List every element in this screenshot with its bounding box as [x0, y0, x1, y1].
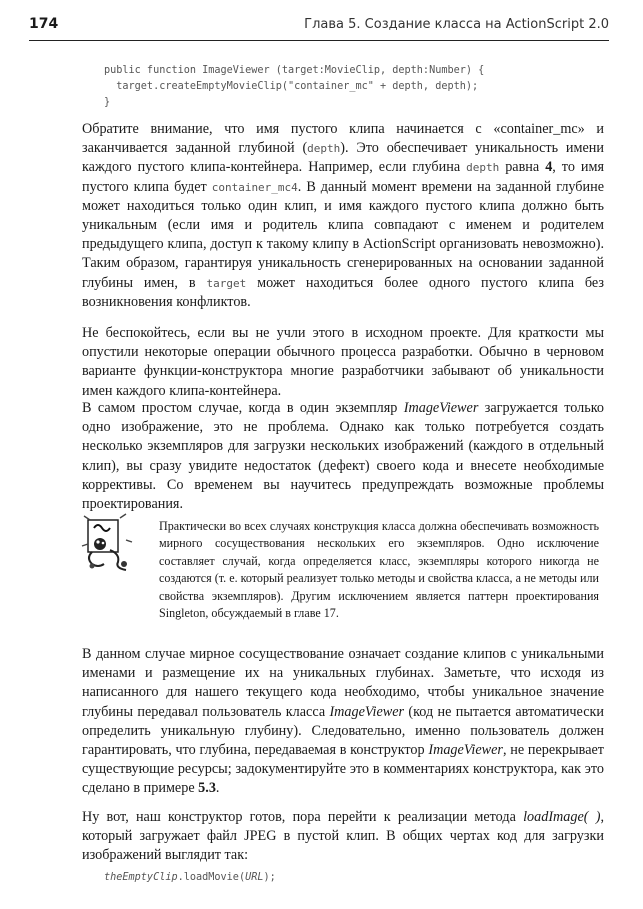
- italic-method-name: loadImage( ): [523, 809, 601, 825]
- inline-code: container_mc4: [211, 180, 298, 194]
- text-run: загружается только одно изображение, это не проблема. Однако как только потребуется создать несколько экземпляров для загрузки нескольких изображений (каждого в отдельный клип), вы сразу увидите недостаток (дефект) своего кода и внесете необходимые коррективы. Со временем вы научитесь предупреждать возможные проблемы проектирования.: [82, 400, 604, 513]
- text-run: .: [215, 780, 220, 797]
- text-run: В самом простом случае, когда в один экземпляр: [82, 400, 404, 416]
- text-run: , не перекрывает существующие ресурсы; задокументируйте это в комментариях конструктора, как это сделано в примере: [82, 742, 604, 797]
- inline-code: depth: [307, 142, 341, 156]
- code-run: .loadMovie(: [177, 872, 246, 883]
- text-run: (код не пытается автоматически определить уникальную глубину). Следовательно, именно пользователь должен гарантировать, что глубина, передаваемая в конструктор: [82, 703, 604, 759]
- paragraph-dont-worry: Не беспокойтесь, если вы не учли этого в исходном проекте. Для краткости мы опустили некоторые операции обычного процесса разработки. Обычно в черновом варианте функции-конструктора многие разработчики забывают об уникальности имен каждого клипа-контейнера.: [82, 325, 604, 399]
- inline-code: depth: [466, 161, 500, 175]
- text-run: , то имя пустого клипа будет: [82, 159, 604, 195]
- page-number: 174: [29, 16, 59, 32]
- page-header: [29, 12, 609, 41]
- text-run: равна: [499, 159, 546, 176]
- italic-code-var: theEmptyClip: [104, 872, 178, 883]
- italic-code-var: URL: [245, 872, 264, 883]
- text-run: , который загружает файл JPEG в пустой клип. В общих чертах код для загрузки изображений выглядит так:: [82, 809, 604, 864]
- note-text: Практически во всех случаях конструкция класса должна обеспечивать возможность мирного сосуществования нескольких его экземпляров. Одно исключение составляет случай, когда определяется класс, экземпляры которого никогда не создаются (т. е. который реализует только методы и свойства класса, а не методы или свойства экземпляров). Другим исключением является паттерн проектирования Singleton, обсуждаемый в главе 17.: [159, 519, 599, 621]
- chapter-title: Глава 5. Создание класса на ActionScript 2.0: [304, 17, 609, 32]
- code-line: public function ImageViewer (target:MovieClip, depth:Number) {: [104, 65, 485, 76]
- code-line: }: [104, 97, 111, 108]
- italic-class-name: ImageViewer: [329, 703, 405, 720]
- text-run: В данном случае мирное сосуществование означает создание клипов с уникальными именами и размещение их на уникальных глубинах. Заметьте, что исходя из написанного для нашего текущего кода необходимо, чтобы уникальное значение глубины передавал пользователь класса: [82, 646, 604, 720]
- scorpion-note-icon: [80, 510, 136, 574]
- text-run: . В данный момент времени на заданной глубине может находиться только один клип, и имя каждого пустого клипа должно быть уникальным (если имя и родитель клипа совпадают с именем и родителем предыдущего клипа, доступ к такому клипу в ActionScript организовать невозможно). Таким образом, гарантируя уникальность сгенерированных на основании заданной глубины имен, в: [82, 178, 605, 291]
- text-run: может находиться более одного пустого клипа без возникновения конфликтов.: [82, 274, 605, 310]
- text-run: Ну вот, наш конструктор готов, пора перейти к реализации метода: [82, 809, 524, 825]
- bold-number: 4: [545, 159, 553, 176]
- paragraph-peaceful-coexistence: [82, 645, 604, 799]
- text-run: Обратите внимание, что имя пустого клипа начинается с «container_mc» и заканчивается заданной глубиной (: [82, 121, 604, 157]
- code-block-loadmovie: [104, 870, 276, 886]
- paragraph-loadimage: [82, 808, 604, 866]
- italic-class-name: ImageViewer: [428, 742, 503, 759]
- code-block-constructor: [104, 63, 484, 111]
- paragraph-unique-names: [82, 120, 604, 312]
- italic-class-name: ImageViewer: [403, 400, 479, 416]
- bold-example-number: 5.3: [198, 780, 216, 797]
- inline-code: target: [206, 276, 247, 290]
- code-line: target.createEmptyMovieClip("container_mc" + depth, depth);: [104, 81, 479, 92]
- code-run: );: [263, 872, 276, 883]
- text-run: ). Это обеспечивает уникальность имени каждого пустого клипа-контейнера. Например, если глубина: [82, 140, 604, 176]
- paragraph-simple-case: [82, 399, 604, 514]
